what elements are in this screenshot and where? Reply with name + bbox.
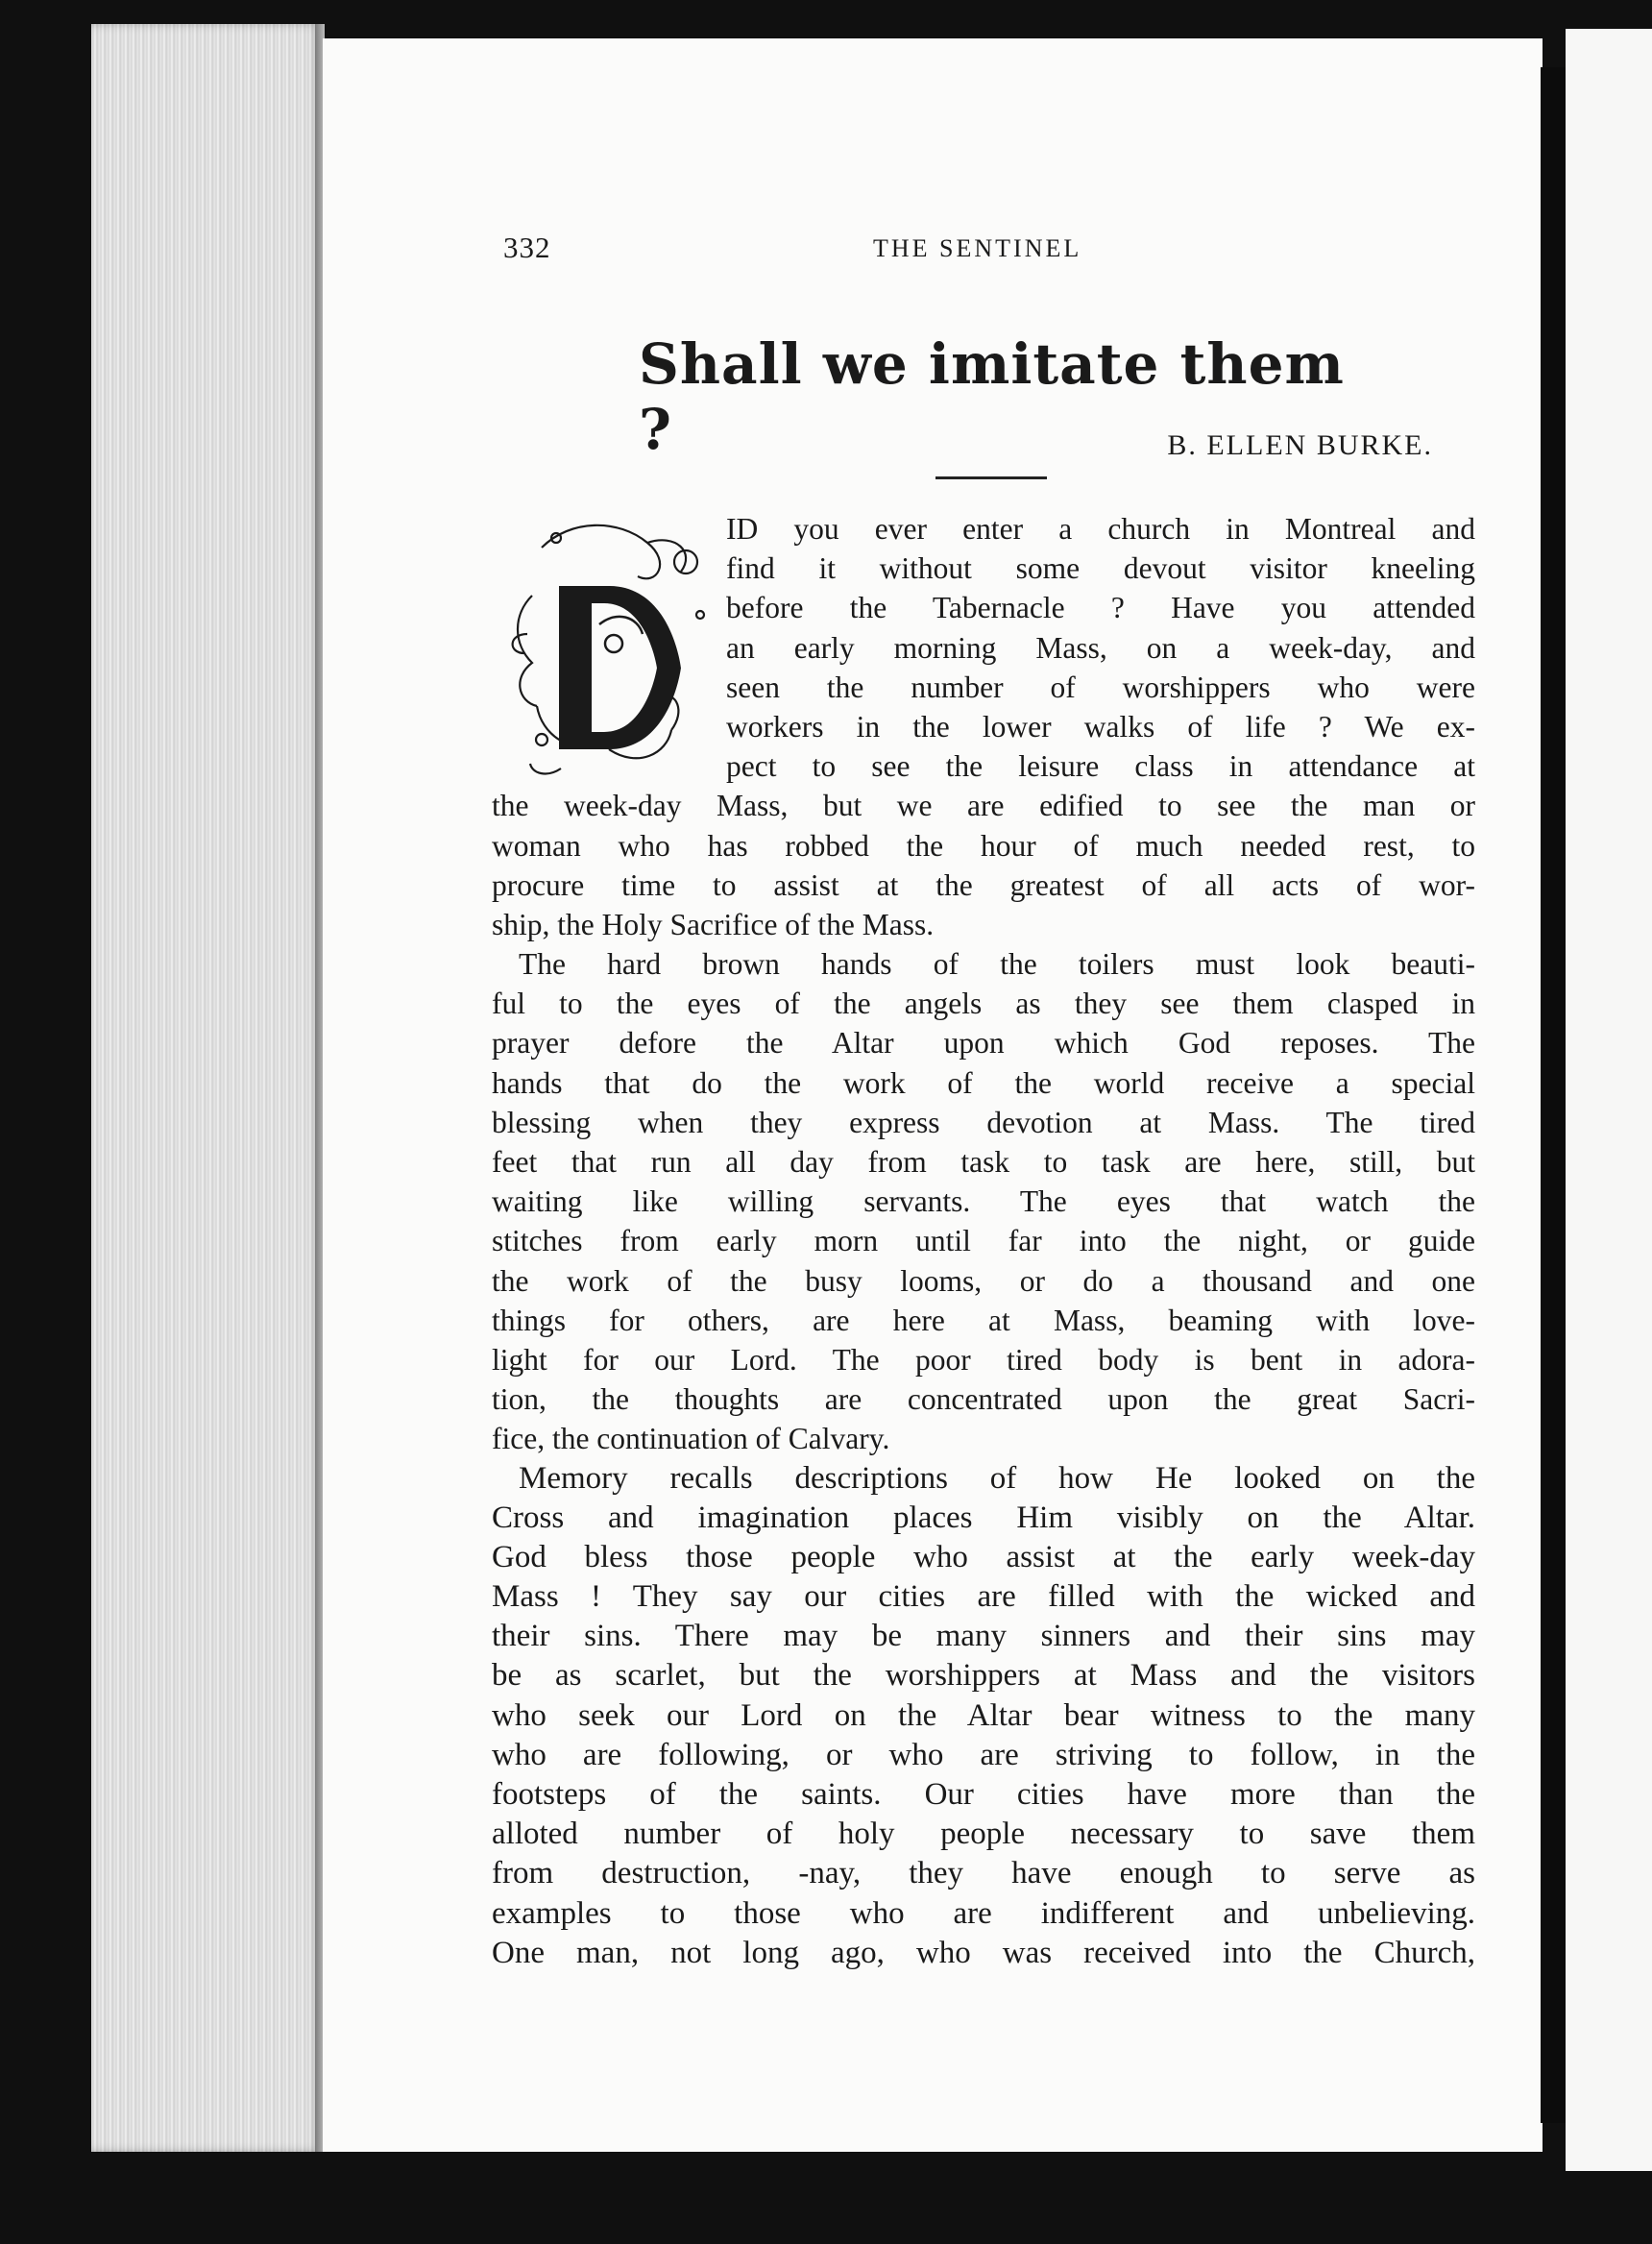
body-line: Mass ! They say our cities are filled with the wicked and xyxy=(492,1579,1475,1615)
body-line: pect to see the leisure class in attendance at xyxy=(726,749,1475,784)
body-line: footsteps of the saints. Our cities have more than the xyxy=(492,1777,1475,1812)
book-page-edges xyxy=(91,24,322,2152)
body-line: who seek our Lord on the Altar bear witness to the many xyxy=(492,1697,1475,1733)
body-line: light for our Lord. The poor tired body is bent in adora- xyxy=(492,1342,1475,1377)
body-line: workers in the lower walks of life ? We ex- xyxy=(726,709,1475,744)
body-line: God bless those people who assist at the early week-day xyxy=(492,1539,1475,1574)
body-line: hands that do the work of the world receive a special xyxy=(492,1065,1475,1100)
article-title: Shall we imitate them ? xyxy=(639,331,1345,462)
body-line: The hard brown hands of the toilers must look beauti- xyxy=(519,947,1475,982)
body-line: tion, the thoughts are concentrated upon the great Sacri- xyxy=(492,1382,1475,1417)
body-line: find it without some devout visitor kneeling xyxy=(726,551,1475,586)
body-line: an early morning Mass, on a week-day, and xyxy=(726,630,1475,665)
body-line: things for others, are here at Mass, beaming with love- xyxy=(492,1303,1475,1337)
title-rule xyxy=(935,476,1047,479)
article-author: B. ELLEN BURKE. xyxy=(1167,429,1433,461)
facing-page-edge xyxy=(1566,29,1652,2171)
body-line: waiting like willing servants. The eyes that watch the xyxy=(492,1184,1475,1219)
article-body xyxy=(492,509,1475,1973)
body-line: feet that run all day from task to task are here, still, but xyxy=(492,1145,1475,1179)
body-line: the work of the busy looms, or do a thousand and one xyxy=(492,1263,1475,1298)
body-line: procure time to assist at the greatest of all acts of wor- xyxy=(492,867,1475,902)
body-line: the week-day Mass, but we are edified to see the man or xyxy=(492,789,1475,823)
body-line: blessing when they express devotion at Mass. The tired xyxy=(492,1105,1475,1139)
body-line: stitches from early morn until far into the night, or guide xyxy=(492,1224,1475,1258)
right-page-shadow xyxy=(1541,67,1566,2123)
body-line: Memory recalls descriptions of how He looked on the xyxy=(519,1460,1475,1496)
body-line: Cross and imagination places Him visibly on the Altar. xyxy=(492,1500,1475,1535)
body-line: ship, the Holy Sacrifice of the Mass. xyxy=(492,907,935,941)
page-number: 332 xyxy=(503,231,551,264)
body-line: fice, the continuation of Calvary. xyxy=(492,1422,890,1456)
body-line: alloted number of holy people necessary to save them xyxy=(492,1817,1475,1852)
body-line: prayer defore the Altar upon which God reposes. The xyxy=(492,1026,1475,1061)
body-line: from destruction, -nay, they have enough to serve as xyxy=(492,1856,1475,1891)
body-line: ful to the eyes of the angels as they see them clasped in xyxy=(492,987,1475,1021)
body-line: be as scarlet, but the worshippers at Mass and the visitors xyxy=(492,1658,1475,1694)
body-line: who are following, or who are striving to follow, in the xyxy=(492,1737,1475,1772)
body-line: before the Tabernacle ? Have you attended xyxy=(726,591,1475,625)
body-line: One man, not long ago, who was received into the Church, xyxy=(492,1935,1475,1970)
body-line: ID you ever enter a church in Montreal and xyxy=(726,512,1475,546)
running-title: THE SENTINEL xyxy=(873,234,1082,262)
running-head xyxy=(503,231,1464,269)
body-line: their sins. There may be many sinners and their sins may xyxy=(492,1619,1475,1654)
body-line: woman who has robbed the hour of much needed rest, to xyxy=(492,828,1475,863)
body-line: examples to those who are indifferent and unbelieving. xyxy=(492,1895,1475,1931)
body-line: seen the number of worshippers who were xyxy=(726,670,1475,704)
